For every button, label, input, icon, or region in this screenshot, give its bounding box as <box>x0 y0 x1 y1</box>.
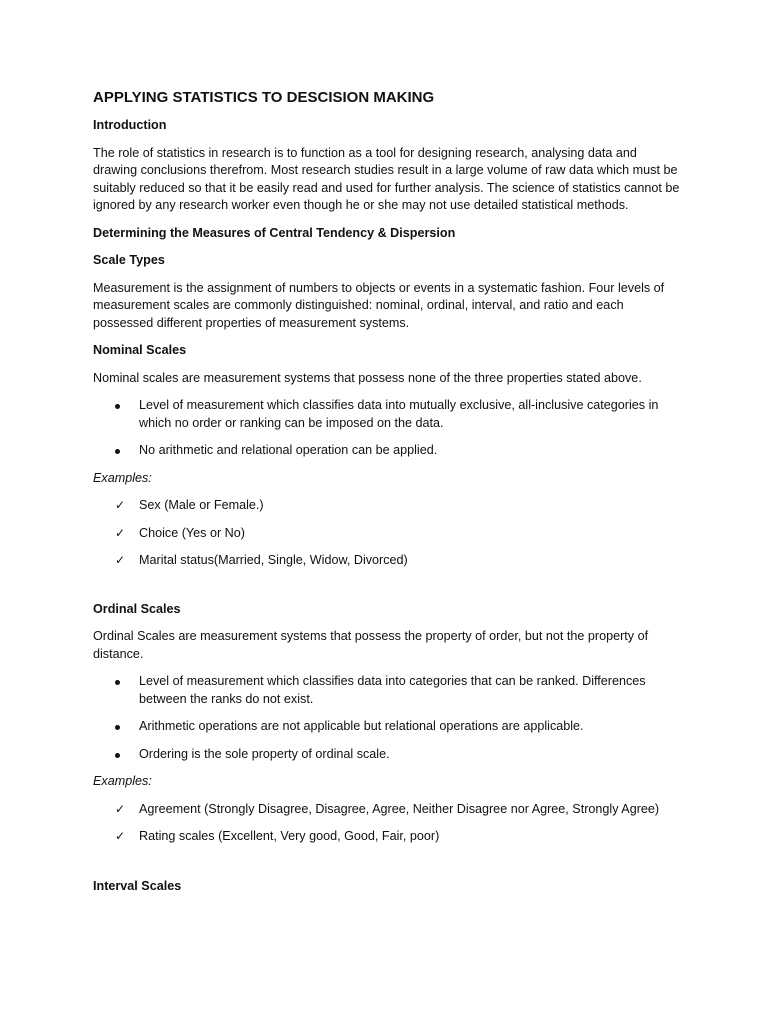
nominal-heading: Nominal Scales <box>93 343 187 357</box>
ordinal-bullet-list <box>93 673 683 763</box>
introduction-paragraph: The role of statistics in research is to function as a tool for designing research, analysing data and drawing conclusions therefrom. Most research studies result in a large volume of raw data which must be suitably reduced so that it be easily read and used for further analysis. The science of statistics cannot be ignored by any research worker even though he or she may not use detailed statistical methods. <box>93 145 680 212</box>
list-item-text: Level of measurement which classifies data into mutually exclusive, all-inclusive categories in which no order or ranking can be imposed on the data. <box>139 398 659 430</box>
list-item <box>93 525 683 543</box>
list-item <box>93 673 683 708</box>
bullet-dot-icon <box>115 673 131 691</box>
bullet-dot-icon <box>115 718 131 736</box>
list-item <box>93 746 683 764</box>
interval-heading: Interval Scales <box>93 878 182 893</box>
scale-types-paragraph: Measurement is the assignment of numbers to objects or events in a systematic fashion. Four levels of measurement scales are commonly distinguished: nominal, ordinal, interval, and ratio and each possessed different properties of measurement systems. <box>93 280 665 330</box>
nominal-examples-label: Examples: <box>93 470 152 485</box>
list-item-text: Arithmetic operations are not applicable but relational operations are applicable. <box>139 719 584 733</box>
ordinal-examples-label: Examples: <box>93 774 152 788</box>
scale-types-heading: Scale Types <box>93 253 165 267</box>
list-item-text: Agreement (Strongly Disagree, Disagree, Agree, Neither Disagree nor Agree, Strongly Agree) <box>139 801 660 816</box>
ordinal-examples-list <box>93 801 683 846</box>
list-item <box>93 718 683 736</box>
list-item <box>93 828 683 846</box>
list-item-text: Rating scales (Excellent, Very good, Good, Fair, poor) <box>139 829 440 843</box>
checkmark-icon: ✓ <box>115 553 126 567</box>
list-item <box>93 397 683 432</box>
list-item-text: Ordering is the sole property of ordinal scale. <box>139 746 390 761</box>
checkmark-icon: ✓ <box>115 801 126 816</box>
document-page <box>93 88 683 905</box>
nominal-bullet-list <box>93 397 683 460</box>
ordinal-paragraph: Ordinal Scales are measurement systems that possess the property of order, but not the property of distance. <box>93 629 649 661</box>
list-item-text: Sex (Male or Female.) <box>139 498 264 512</box>
central-tendency-heading: Determining the Measures of Central Tendency & Dispersion <box>93 225 456 240</box>
bullet-dot-icon <box>115 442 131 460</box>
list-item <box>93 552 683 570</box>
list-item-text: No arithmetic and relational operation can be applied. <box>139 443 438 457</box>
bullet-dot-icon <box>115 746 131 764</box>
list-item <box>93 442 683 460</box>
introduction-heading: Introduction <box>93 118 167 132</box>
list-item-text: Marital status(Married, Single, Widow, Divorced) <box>139 553 408 567</box>
list-item <box>93 801 683 819</box>
checkmark-icon: ✓ <box>115 525 126 540</box>
checkmark-icon: ✓ <box>115 829 126 843</box>
ordinal-heading: Ordinal Scales <box>93 601 181 616</box>
nominal-examples-list <box>93 497 683 570</box>
document-title: APPLYING STATISTICS TO DESCISION MAKING <box>93 89 435 106</box>
bullet-dot-icon <box>115 397 131 415</box>
list-item <box>93 497 683 515</box>
list-item-text: Choice (Yes or No) <box>139 525 245 540</box>
list-item-text: Level of measurement which classifies data into categories that can be ranked. Differences between the ranks do not exist. <box>139 674 646 706</box>
checkmark-icon: ✓ <box>115 498 126 512</box>
nominal-paragraph: Nominal scales are measurement systems that possess none of the three properties stated above. <box>93 370 642 385</box>
